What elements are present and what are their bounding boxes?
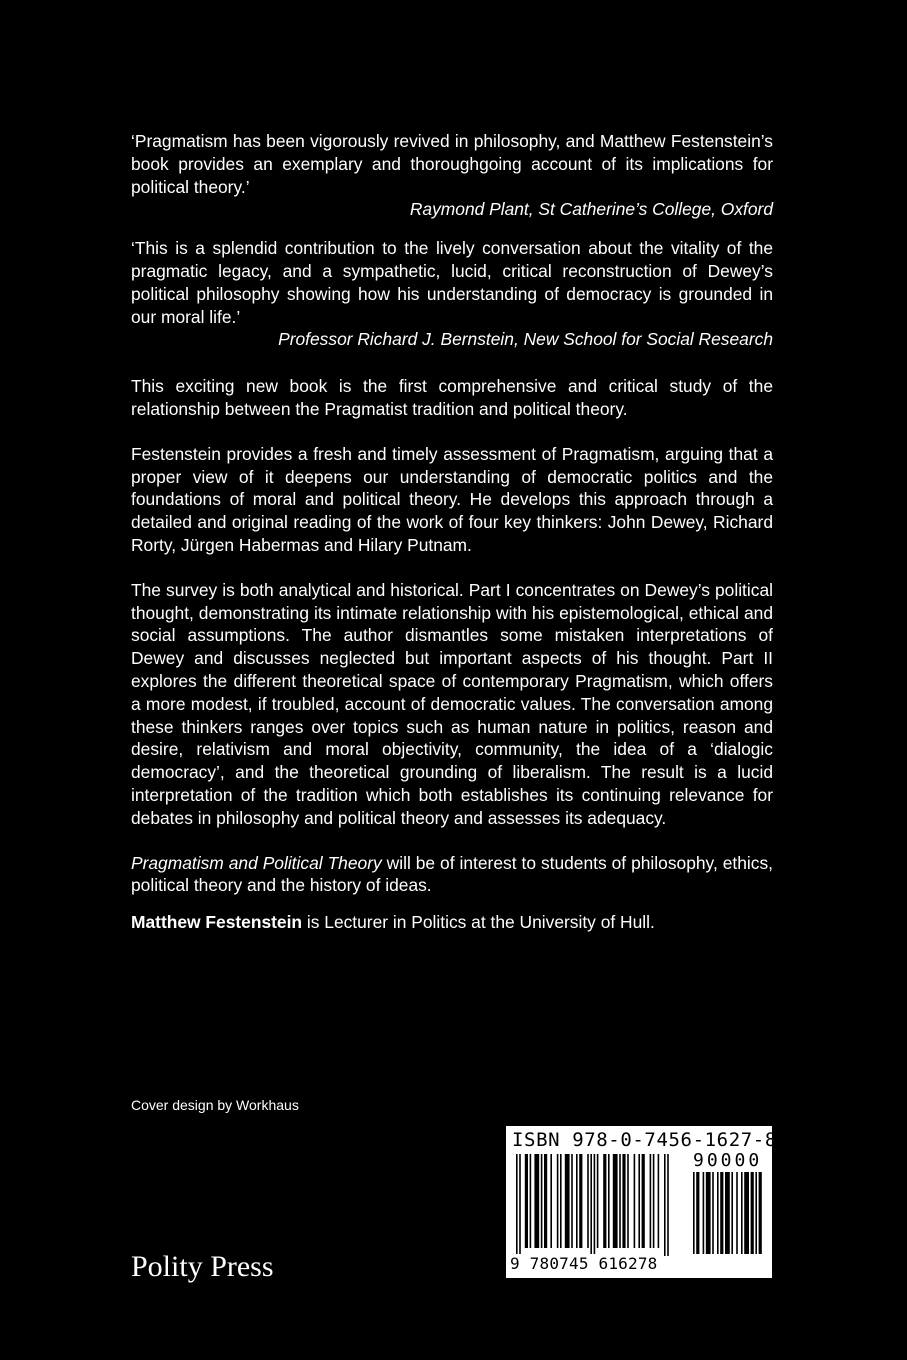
endorsement-2-attribution: Professor Richard J. Bernstein, New School for Social Research	[278, 329, 773, 350]
ean-barcode-bars	[516, 1154, 688, 1258]
author-bio	[131, 911, 773, 934]
barcode-bar	[541, 1154, 543, 1248]
barcode-bar	[667, 1154, 669, 1256]
cover-design-credit: Cover design by Workhaus	[131, 1097, 299, 1113]
barcode-bar	[736, 1172, 738, 1254]
barcode-bar	[634, 1154, 636, 1248]
endorsement-1-attribution: Raymond Plant, St Catherine’s College, Oxford	[409, 199, 773, 220]
barcode-bar	[519, 1154, 521, 1256]
barcode-bar	[717, 1172, 719, 1254]
barcode-bar	[650, 1154, 652, 1248]
endorsement-1	[131, 130, 773, 221]
isbn-text: ISBN 978-0-7456-1627-8	[512, 1129, 777, 1151]
barcode-bar	[603, 1154, 606, 1248]
barcode-bar	[597, 1154, 599, 1248]
barcode-bar	[696, 1172, 699, 1254]
barcode-bar	[622, 1154, 625, 1248]
barcode-bar	[560, 1154, 562, 1248]
barcode-bar	[525, 1154, 528, 1248]
endorsement-1-text: ‘Pragmatism has been vigorously revived in philosophy, and Matthew Festenstein’s book provides an exemplary and thoroughgoing account of its implications for political theory.’	[131, 131, 773, 197]
barcode-bar	[608, 1154, 610, 1248]
barcode-bar	[751, 1172, 754, 1254]
barcode-bar	[571, 1154, 573, 1248]
barcode-bar	[579, 1154, 582, 1248]
barcode-bar	[759, 1172, 762, 1254]
description-paragraph-1: This exciting new book is the first comprehensive and critical study of the relationship between the Pragmatist tradition and political theory.	[131, 376, 773, 419]
barcode-bar	[744, 1172, 749, 1254]
barcode-bar	[530, 1154, 532, 1248]
book-title: Pragmatism and Political Theory	[131, 852, 382, 873]
isbn-barcode	[506, 1126, 777, 1278]
barcode-bar	[693, 1172, 695, 1254]
barcode-bar	[587, 1154, 589, 1248]
barcode-bar	[720, 1172, 723, 1254]
barcode-bar	[627, 1154, 629, 1248]
barcode-bar	[658, 1154, 660, 1248]
price-code: 90000	[693, 1150, 763, 1171]
barcode-bar	[638, 1154, 640, 1248]
description-paragraph-2: Festenstein provides a fresh and timely assessment of Pragmatism, arguing that a proper view of it deepens our understanding of democratic politics and the foundations of moral and political theory. He develops this approach through a detailed and original reading of the work of four key thinkers: John Dewey, Richard Rorty, Jürgen Habermas and Hilary Putnam.	[131, 443, 773, 555]
description-paragraph-3: The survey is both analytical and historical. Part I concentrates on Dewey’s political thought, demonstrating its intimate relationship with his epistemological, ethical and social assumptions. The author dismantles some mistaken interpretations of Dewey and discusses neglected but important aspects of his thought. Part II explores the different theoretical space of contemporary Pragmatism, which offers a more modest, if troubled, account of democratic values. The conversation among these thinkers ranges over topics such as human nature in politics, reason and desire, relativism and moral objectivity, community, the idea of a ‘dialogic democracy’, and the theoretical grounding of liberalism. The result is a lucid interpretation of the tradition which both establishes its continuing relevance for debates in philosophy and political theory and assesses its adequacy.	[131, 579, 773, 828]
description-paragraph-4-rest: will be of interest to students of philosophy, ethics, political theory and the history of ideas.	[131, 852, 773, 896]
barcode-bar	[731, 1172, 733, 1254]
barcode-bar	[706, 1172, 711, 1254]
barcode-bar	[565, 1154, 570, 1248]
barcode-bar	[725, 1172, 730, 1254]
barcode-bar	[703, 1172, 705, 1254]
barcode-bar	[544, 1154, 547, 1248]
barcode-bar	[642, 1154, 645, 1248]
endorsement-2-text: ‘This is a splendid contribution to the lively conversation about the vitality of the pragmatic legacy, and a sympathetic, lucid, critical reconstruction of Dewey’s political philosophy showing how his understanding of democracy is grounded in our moral life.’	[131, 238, 773, 327]
barcode-bar	[664, 1154, 666, 1256]
barcode-bar	[594, 1154, 596, 1256]
barcode-bar	[712, 1172, 714, 1254]
description-paragraph-4	[131, 852, 773, 898]
author-name: Matthew Festenstein	[131, 912, 303, 933]
barcode-bar	[619, 1154, 621, 1248]
barcode-bar	[557, 1154, 559, 1248]
barcode-bar	[534, 1154, 539, 1248]
ean-digits: 9 780745 616278	[510, 1254, 658, 1273]
back-cover-text	[131, 130, 773, 956]
author-bio-rest: is Lecturer in Politics at the University of Hull.	[302, 912, 655, 933]
barcode-bar	[576, 1154, 578, 1248]
barcode-bar	[590, 1154, 592, 1256]
barcode-bar	[741, 1172, 743, 1254]
publisher-name: Polity Press	[131, 1250, 274, 1283]
barcode-bar	[755, 1172, 757, 1254]
barcode-bar	[653, 1154, 655, 1248]
addon-barcode-bars	[693, 1172, 765, 1258]
barcode-bar	[516, 1154, 518, 1256]
barcode-bar	[550, 1154, 552, 1248]
endorsement-2	[131, 237, 773, 351]
barcode-bar	[613, 1154, 618, 1248]
